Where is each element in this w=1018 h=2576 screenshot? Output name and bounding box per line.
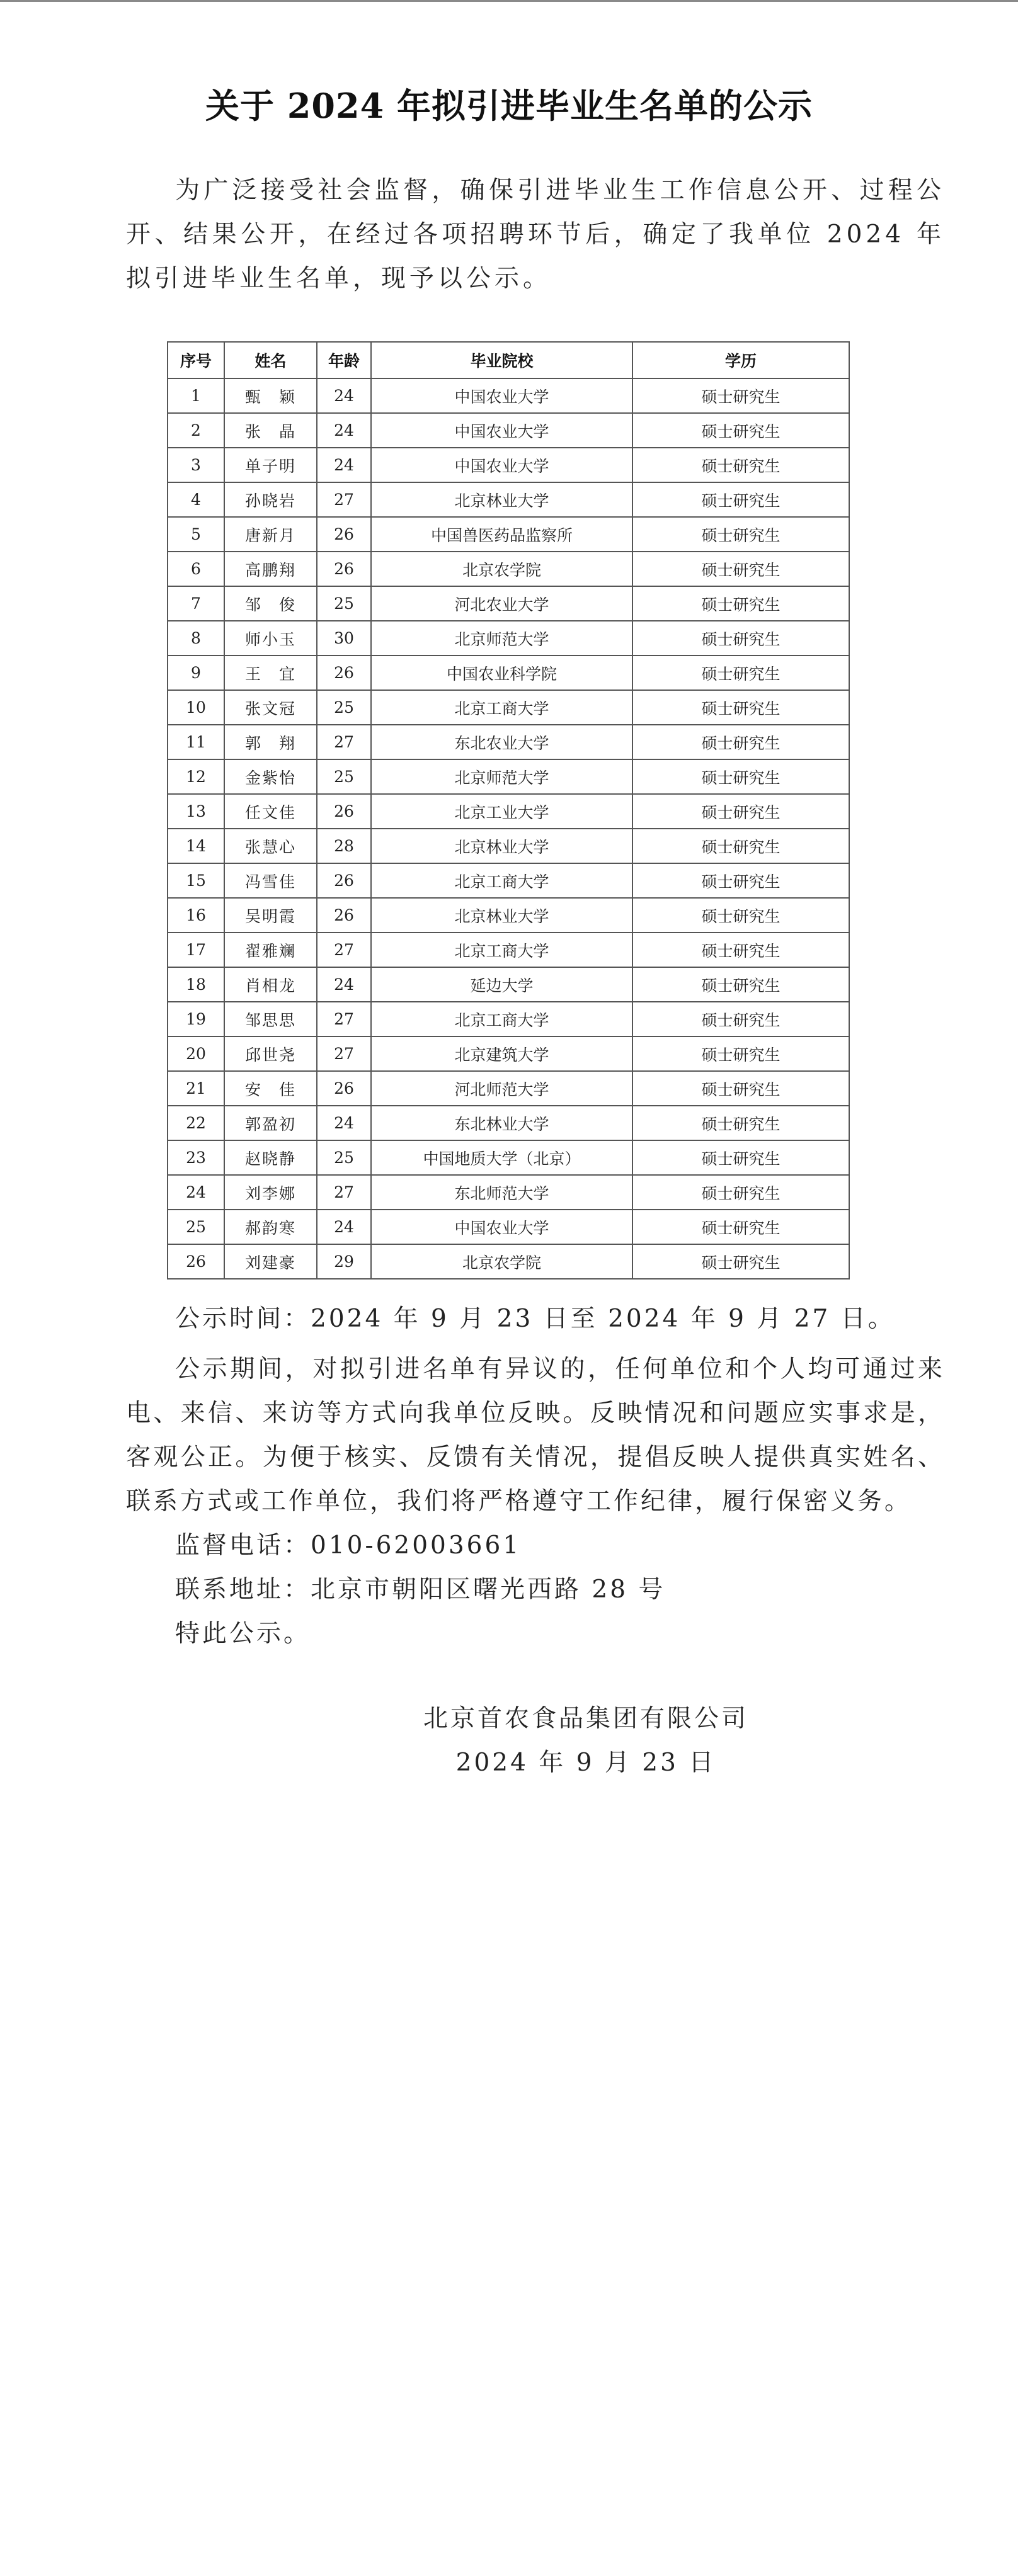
table-row [168, 1002, 849, 1036]
cell-age: 26 [317, 898, 371, 933]
cell-no: 5 [168, 517, 224, 552]
cell-degree: 硕士研究生 [632, 517, 849, 552]
table-row [168, 1106, 849, 1140]
cell-age: 24 [317, 1210, 371, 1244]
cell-age: 29 [317, 1244, 371, 1279]
cell-age: 26 [317, 517, 371, 552]
table-row [168, 448, 849, 482]
cell-no: 6 [168, 552, 224, 586]
table-row [168, 690, 849, 725]
cell-school: 中国兽医药品监察所 [371, 517, 632, 552]
table-row [168, 1175, 849, 1210]
notice-period: 公示时间：2024 年 9 月 23 日至 2024 年 9 月 27 日。 [175, 1305, 895, 1333]
cell-degree: 硕士研究生 [632, 933, 849, 967]
cell-degree: 硕士研究生 [632, 1071, 849, 1106]
cell-name: 甄 颖 [224, 378, 317, 413]
table-row [168, 552, 849, 586]
cell-degree: 硕士研究生 [632, 794, 849, 829]
cell-name: 孙晓岩 [224, 482, 317, 517]
cell-school: 北京师范大学 [371, 621, 632, 655]
table-row [168, 967, 849, 1002]
cell-degree: 硕士研究生 [632, 1210, 849, 1244]
header-age: 年龄 [317, 342, 371, 378]
cell-degree: 硕士研究生 [632, 413, 849, 448]
cell-no: 17 [168, 933, 224, 967]
cell-age: 25 [317, 586, 371, 621]
cell-no: 22 [168, 1106, 224, 1140]
cell-degree: 硕士研究生 [632, 1244, 849, 1279]
cell-no: 9 [168, 655, 224, 690]
cell-no: 11 [168, 725, 224, 759]
cell-no: 21 [168, 1071, 224, 1106]
cell-degree: 硕士研究生 [632, 552, 849, 586]
cell-no: 14 [168, 829, 224, 863]
cell-degree: 硕士研究生 [632, 482, 849, 517]
table-row [168, 1071, 849, 1106]
cell-age: 24 [317, 378, 371, 413]
table-row [168, 725, 849, 759]
cell-school: 北京农学院 [371, 1244, 632, 1279]
cell-school: 东北林业大学 [371, 1106, 632, 1140]
cell-age: 27 [317, 933, 371, 967]
cell-degree: 硕士研究生 [632, 725, 849, 759]
cell-school: 北京工商大学 [371, 933, 632, 967]
cell-no: 16 [168, 898, 224, 933]
cell-degree: 硕士研究生 [632, 1106, 849, 1140]
cell-degree: 硕士研究生 [632, 621, 849, 655]
signature-organization: 北京首农食品集团有限公司 [423, 1705, 748, 1733]
cell-school: 延边大学 [371, 967, 632, 1002]
cell-no: 7 [168, 586, 224, 621]
table-row [168, 1244, 849, 1279]
cell-no: 8 [168, 621, 224, 655]
table-row [168, 933, 849, 967]
cell-name: 翟雅斓 [224, 933, 317, 967]
table-row [168, 829, 849, 863]
cell-name: 张 晶 [224, 413, 317, 448]
cell-age: 27 [317, 1175, 371, 1210]
cell-age: 26 [317, 655, 371, 690]
cell-school: 中国地质大学（北京） [371, 1140, 632, 1175]
table-row [168, 482, 849, 517]
cell-no: 25 [168, 1210, 224, 1244]
top-border-line [0, 0, 1018, 2]
cell-degree: 硕士研究生 [632, 863, 849, 898]
cell-age: 26 [317, 794, 371, 829]
cell-no: 18 [168, 967, 224, 1002]
cell-degree: 硕士研究生 [632, 1175, 849, 1210]
table-row [168, 1210, 849, 1244]
cell-name: 唐新月 [224, 517, 317, 552]
table-body [168, 378, 849, 1279]
cell-no: 20 [168, 1036, 224, 1071]
cell-name: 刘建豪 [224, 1244, 317, 1279]
table-row [168, 1036, 849, 1071]
cell-school: 中国农业大学 [371, 378, 632, 413]
cell-school: 中国农业科学院 [371, 655, 632, 690]
cell-degree: 硕士研究生 [632, 898, 849, 933]
cell-no: 24 [168, 1175, 224, 1210]
table-row [168, 898, 849, 933]
cell-name: 郭盈初 [224, 1106, 317, 1140]
table-row [168, 794, 849, 829]
cell-no: 12 [168, 759, 224, 794]
document-title: 关于 2024 年拟引进毕业生名单的公示 [205, 86, 813, 126]
cell-name: 肖相龙 [224, 967, 317, 1002]
cell-degree: 硕士研究生 [632, 448, 849, 482]
table-header-row [168, 342, 849, 378]
cell-school: 北京林业大学 [371, 898, 632, 933]
intro-paragraph: 为广泛接受社会监督，确保引进毕业生工作信息公开、过程公开、结果公开，在经过各项招聘环节后，确定了我单位 2024 年拟引进毕业生名单，现予以公示。 [126, 176, 945, 293]
table-row [168, 621, 849, 655]
cell-name: 任文佳 [224, 794, 317, 829]
cell-name: 刘李娜 [224, 1175, 317, 1210]
cell-school: 东北师范大学 [371, 1175, 632, 1210]
cell-degree: 硕士研究生 [632, 655, 849, 690]
cell-school: 北京师范大学 [371, 759, 632, 794]
cell-age: 25 [317, 690, 371, 725]
cell-name: 安 佳 [224, 1071, 317, 1106]
notice-phone: 监督电话：010-62003661 [175, 1531, 522, 1560]
table-row [168, 413, 849, 448]
cell-school: 北京工商大学 [371, 690, 632, 725]
candidate-table [167, 341, 850, 1279]
cell-school: 北京林业大学 [371, 829, 632, 863]
cell-degree: 硕士研究生 [632, 1002, 849, 1036]
cell-age: 24 [317, 1106, 371, 1140]
table-row [168, 586, 849, 621]
cell-school: 中国农业大学 [371, 1210, 632, 1244]
table-row [168, 378, 849, 413]
cell-school: 东北农业大学 [371, 725, 632, 759]
cell-school: 北京工商大学 [371, 1002, 632, 1036]
header-degree: 学历 [632, 342, 849, 378]
cell-age: 30 [317, 621, 371, 655]
cell-age: 24 [317, 448, 371, 482]
cell-age: 26 [317, 552, 371, 586]
cell-name: 高鹏翔 [224, 552, 317, 586]
cell-no: 4 [168, 482, 224, 517]
cell-name: 郭 翔 [224, 725, 317, 759]
header-name: 姓名 [224, 342, 317, 378]
cell-degree: 硕士研究生 [632, 967, 849, 1002]
cell-no: 10 [168, 690, 224, 725]
cell-school: 北京林业大学 [371, 482, 632, 517]
cell-no: 23 [168, 1140, 224, 1175]
cell-age: 27 [317, 482, 371, 517]
candidate-table-container [167, 341, 849, 1279]
cell-degree: 硕士研究生 [632, 1036, 849, 1071]
cell-age: 25 [317, 1140, 371, 1175]
header-no: 序号 [168, 342, 224, 378]
notice-closing: 特此公示。 [175, 1620, 311, 1648]
cell-degree: 硕士研究生 [632, 759, 849, 794]
cell-age: 27 [317, 725, 371, 759]
cell-school: 北京工商大学 [371, 863, 632, 898]
cell-school: 河北农业大学 [371, 586, 632, 621]
cell-age: 26 [317, 1071, 371, 1106]
cell-degree: 硕士研究生 [632, 586, 849, 621]
cell-name: 赵晓静 [224, 1140, 317, 1175]
table-row [168, 1140, 849, 1175]
cell-age: 25 [317, 759, 371, 794]
cell-name: 邱世尧 [224, 1036, 317, 1071]
signature-date: 2024 年 9 月 23 日 [455, 1749, 716, 1777]
table-row [168, 655, 849, 690]
cell-school: 中国农业大学 [371, 448, 632, 482]
notice-objection: 公示期间，对拟引进名单有异议的，任何单位和个人均可通过来电、来信、来访等方式向我单位反映。反映情况和问题应实事求是，客观公正。为便于核实、反馈有关情况，提倡反映人提供真实姓名、联系方式或工作单位，我们将严格遵守工作纪律，履行保密义务。 [126, 1355, 945, 1516]
cell-name: 邹 俊 [224, 586, 317, 621]
cell-degree: 硕士研究生 [632, 1140, 849, 1175]
cell-degree: 硕士研究生 [632, 378, 849, 413]
table-row [168, 863, 849, 898]
cell-school: 中国农业大学 [371, 413, 632, 448]
cell-age: 24 [317, 413, 371, 448]
cell-no: 3 [168, 448, 224, 482]
cell-name: 张文冠 [224, 690, 317, 725]
table-row [168, 759, 849, 794]
notice-address: 联系地址：北京市朝阳区曙光西路 28 号 [175, 1575, 666, 1604]
cell-no: 13 [168, 794, 224, 829]
cell-degree: 硕士研究生 [632, 829, 849, 863]
cell-no: 1 [168, 378, 224, 413]
cell-age: 27 [317, 1002, 371, 1036]
cell-age: 26 [317, 863, 371, 898]
cell-degree: 硕士研究生 [632, 690, 849, 725]
cell-name: 金紫怡 [224, 759, 317, 794]
cell-age: 27 [317, 1036, 371, 1071]
cell-name: 王 宜 [224, 655, 317, 690]
table-row [168, 517, 849, 552]
cell-name: 单子明 [224, 448, 317, 482]
cell-no: 15 [168, 863, 224, 898]
cell-name: 张慧心 [224, 829, 317, 863]
cell-school: 北京工业大学 [371, 794, 632, 829]
cell-name: 邹思思 [224, 1002, 317, 1036]
cell-age: 24 [317, 967, 371, 1002]
cell-no: 26 [168, 1244, 224, 1279]
cell-school: 河北师范大学 [371, 1071, 632, 1106]
cell-age: 28 [317, 829, 371, 863]
cell-school: 北京建筑大学 [371, 1036, 632, 1071]
cell-name: 冯雪佳 [224, 863, 317, 898]
cell-no: 19 [168, 1002, 224, 1036]
header-school: 毕业院校 [371, 342, 632, 378]
cell-name: 师小玉 [224, 621, 317, 655]
cell-no: 2 [168, 413, 224, 448]
cell-school: 北京农学院 [371, 552, 632, 586]
cell-name: 吴明霞 [224, 898, 317, 933]
cell-name: 郝韵寒 [224, 1210, 317, 1244]
